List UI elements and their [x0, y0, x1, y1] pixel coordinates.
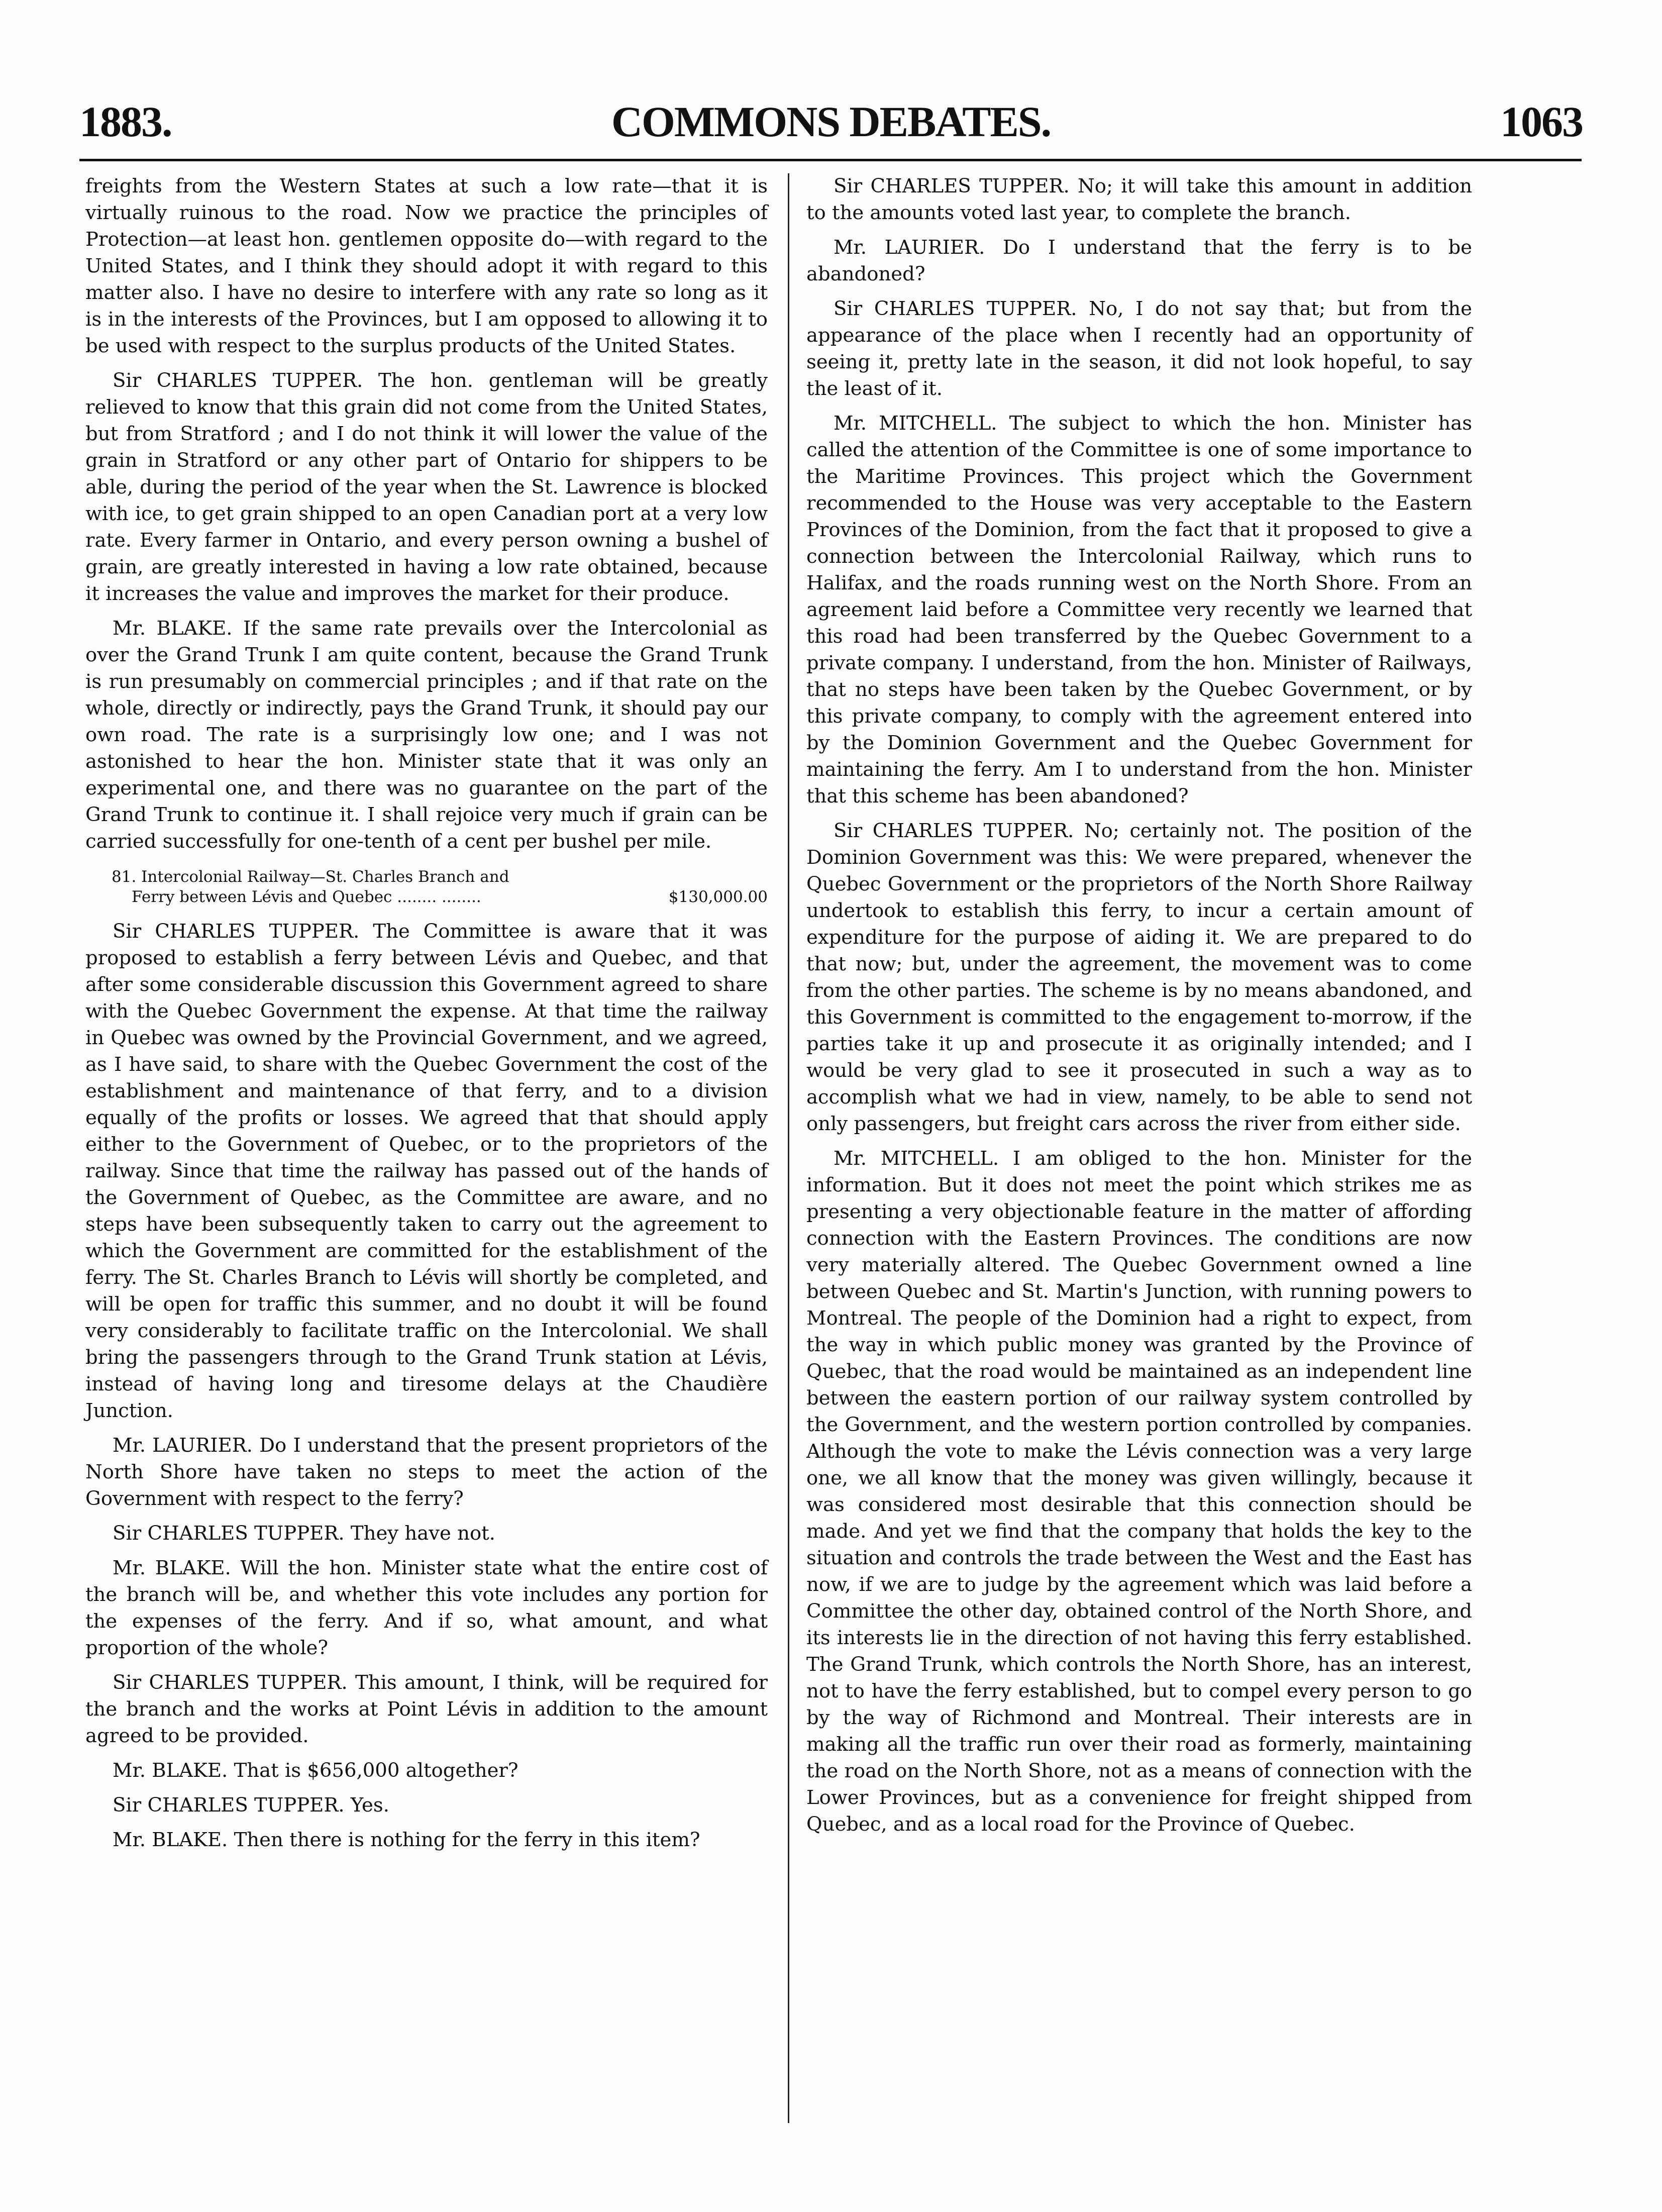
right-column: [806, 173, 1472, 1846]
paragraph: Sir CHARLES TUPPER. Yes.: [113, 1794, 389, 1817]
header-rule: [79, 159, 1582, 161]
paragraph: Mr. MITCHELL. The subject to which the hon. Minister has called the attention of the Committee is one of some importance to the Maritime Provinces. This project which the Government recommended to the House was very acceptable to the Eastern Provinces of the Dominion, from the fact that it proposed to give a connection between the Intercolonial Railway, which runs to Halifax, and the roads running west on the North Shore. From an agreement laid before a Committee very recently we learned that this road had been transferred by the Quebec Government to a private company. I understand, from the hon. Minister of Railways, that no steps have been taken by the Quebec Government, or by this private company, to comply with the agreement entered into by the Dominion Government and the Quebec Government for maintaining the ferry. Am I to understand from the hon. Minister that this scheme has been abandoned?: [806, 412, 1472, 808]
vote-item: [85, 867, 768, 907]
paragraph: Sir CHARLES TUPPER. The hon. gentleman will be greatly relieved to know that this grain did not come from the United States, but from Stratford ; and I do not think it will lower the value of the grain in Stratford or any other part of Ontario for shippers to be able, during the period of the year when the St. Lawrence is blocked with ice, to get grain shipped to an open Canadian port at a very low rate. Every farmer in Ontario, and every person owning a bushel of grain, are greatly interested in having a low rate obtained, because it increases the value and improves the market for their produce.: [85, 369, 768, 605]
paragraph: Sir CHARLES TUPPER. They have not.: [113, 1522, 495, 1545]
paragraph: Mr. BLAKE. Will the hon. Minister state what the entire cost of the branch will be, and whether this vote includes any portion for the expenses of the ferry. And if so, what amount, and what proportion of the whole?: [85, 1557, 768, 1659]
paragraph: Sir CHARLES TUPPER. This amount, I think, will be required for the branch and the works at Point Lévis in addition to the amount agreed to be provided.: [85, 1671, 768, 1747]
paragraph: Sir CHARLES TUPPER. The Committee is aware that it was proposed to establish a ferry between Lévis and Quebec, and that after some considerable discussion this Government agreed to share with the Quebec Government the expense. At that time the railway in Quebec was owned by the Provincial Government, and we agreed, as I have said, to share with the Quebec Government the cost of the establishment and maintenance of that ferry, and to a division equally of the profits or losses. We agreed that that should apply either to the Government of Quebec, or to the proprietors of the railway. Since that time the railway has passed out of the hands of the Government of Quebec, as the Committee are aware, and no steps have been subsequently taken to carry out the agreement to which the Government are committed for the establishment of the ferry. The St. Charles Branch to Lévis will shortly be completed, and will be open for traffic this summer, and no doubt it will be found very considerably to facilitate traffic on the Intercolonial. We shall bring the passengers through to the Grand Trunk station at Lévis, instead of having long and tiresome delays at the Chaudière Junction.: [85, 920, 768, 1422]
left-column: [85, 173, 768, 1861]
column-divider: [788, 173, 789, 2123]
paragraph: freights from the Western States at such a low rate—that it is virtually ruinous to the road. Now we practice the principles of Protection—at least hon. gentlemen opposite do—with regard to the United States, and I think they should adopt it with regard to this matter also. I have no desire to interfere with any rate so long as it is in the interests of the Provinces, but I am opposed to allowing it to be used with respect to the surplus products of the United States.: [85, 175, 768, 357]
paragraph: Mr. LAURIER. Do I understand that the ferry is to be abandoned?: [806, 236, 1472, 285]
page-title: COMMONS DEBATES.: [611, 97, 1051, 146]
paragraph: Mr. BLAKE. If the same rate prevails over the Intercolonial as over the Grand Trunk I am quite content, because the Grand Trunk is run presumably on commercial principles ; and if that rate on the whole, directly or indirectly, pays the Grand Trunk, it should pay our own road. The rate is a surprisingly low one; and I was not astonished to hear the hon. Minister state that it was only an experimental one, and there was no guarantee on the part of the Grand Trunk to continue it. I shall rejoice very much if grain can be carried successfully for one-tenth of a cent per bushel per mile.: [85, 617, 768, 853]
paragraph: Sir CHARLES TUPPER. No; certainly not. The position of the Dominion Government was this: We were prepared, whenever the Quebec Government or the proprietors of the North Shore Railway undertook to establish this ferry, to incur a certain amount of expenditure for the purpose of aiding it. We are prepared to do that now; but, under the agreement, the movement was to come from the other parties. The scheme is by no means abandoned, and this Government is committed to the engagement to-morrow, if the parties take it up and prosecute it as originally intended; and I would be very glad to see it prosecuted in such a way as to accomplish what we had in view, namely, to be able to send not only passengers, but freight cars across the river from either side.: [806, 820, 1472, 1135]
paragraph: Sir CHARLES TUPPER. No, I do not say that; but from the appearance of the place when I recently had an opportunity of seeing it, pretty late in the season, it did not look hopeful, to say the least of it.: [806, 297, 1472, 400]
page-number: 1063: [1500, 97, 1583, 146]
paragraph: Mr. MITCHELL. I am obliged to the hon. Minister for the information. But it does not meet the point which strikes me as presenting a very objectionable feature in the matter of affording connection with the Eastern Provinces. The conditions are now very materially altered. The Quebec Government owned a line between Quebec and St. Martin's Junction, with running powers to Montreal. The people of the Dominion had a right to expect, from the way in which public money was granted by the Province of Quebec, that the road would be maintained as an independent line between the eastern portion of our railway system controlled by the Government, and the western portion controlled by companies. Although the vote to make the Lévis connection was a very large one, we all know that the money was given willingly, because it was considered most desirable that this connection should be made. And yet we find that the company that holds the key to the situation and controls the trade between the West and the East has now, if we are to judge by the agreement which was laid before a Committee the other day, obtained control of the North Shore, and its interests lie in the direction of not having this ferry established. The Grand Trunk, which controls the North Shore, has an interest, not to have the ferry established, but to compel every person to go by the way of Richmond and Montreal. Their interests are in making all the traffic run over their road as formerly, maintaining the road on the North Shore, not as a means of connection with the Lower Provinces, but as a convenience for freight shipped from Quebec, and as a local road for the Province of Quebec.: [806, 1147, 1472, 1836]
paragraph: Mr. LAURIER. Do I understand that the present proprietors of the North Shore have taken no steps to meet the action of the Government with respect to the ferry?: [85, 1434, 768, 1510]
vote-item-amount: $130,000.00: [668, 888, 768, 906]
vote-item-line1: 81. Intercolonial Railway—St. Charles Branch and: [112, 868, 509, 886]
paragraph: Mr. BLAKE. That is $656,000 altogether?: [113, 1759, 518, 1782]
paragraph: Sir CHARLES TUPPER. No; it will take this amount in addition to the amounts voted last year, to complete the branch.: [806, 175, 1472, 224]
vote-item-line2: Ferry between Lévis and Quebec ........ ........: [132, 888, 481, 906]
header-year: 1883.: [79, 97, 172, 146]
paragraph: Mr. BLAKE. Then there is nothing for the ferry in this item?: [113, 1829, 700, 1851]
